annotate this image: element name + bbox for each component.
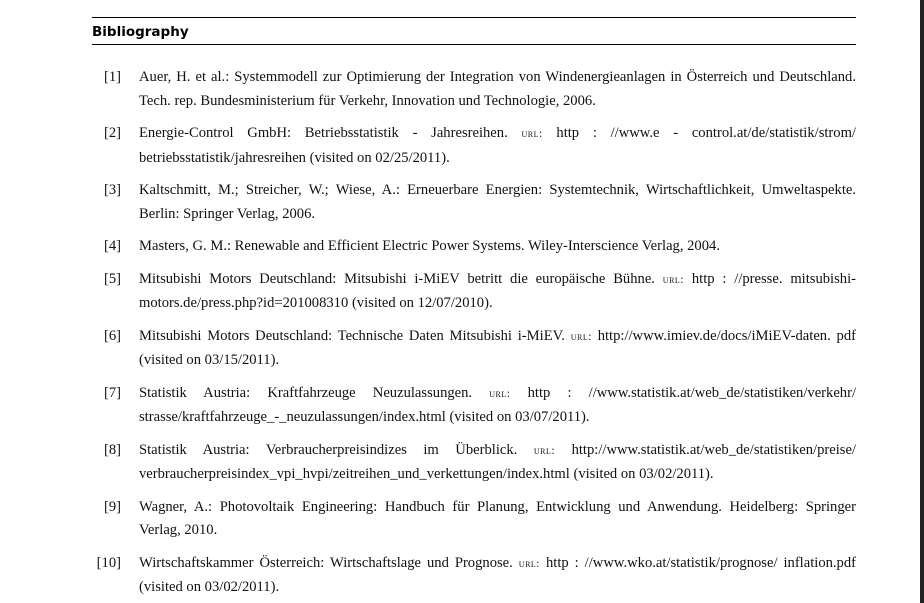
bib-entry-number: [10] — [96, 554, 121, 571]
bib-entry-url[interactable]: http://www.statistik.at/web_de/statistiken/preise/ verbraucherpreisindex_vpi_hvpi/zeitreihen_und_verkettungen/index.html — [139, 441, 856, 482]
url-label: url: — [518, 557, 540, 570]
bib-entry-text: Statistik Austria: Kraftfahrzeuge Neuzulassungen. — [139, 384, 473, 401]
bib-entry-text: Statistik Austria: Verbraucherpreisindizes im Überblick. — [139, 441, 518, 458]
bib-entry-text: Wagner, A.: Photovoltaik Engineering: Handbuch für Planung, Entwicklung und Anwendung. Heidelberg: Springer Verlag, 2010. — [139, 498, 856, 538]
bib-entry-number: [3] — [103, 182, 121, 198]
bib-entry — [92, 268, 856, 316]
bib-entry-url[interactable]: http : //www.e - control.at/de/statistik/strom/ betriebsstatistik/jahresreihen — [139, 125, 856, 166]
bib-entry-number: [2] — [103, 125, 121, 141]
bib-entry-number: [5] — [103, 270, 121, 287]
bib-entry-number: [4] — [103, 238, 121, 254]
bib-entry-text: Masters, G. M.: Renewable and Efficient Electric Power Systems. Wiley-Interscience Verlag, 2004. — [139, 238, 720, 254]
bib-entry-visited: (visited on 12/07/2010). — [351, 295, 493, 311]
bib-entry-text: Wirtschaftskammer Österreich: Wirtschaftslage und Prognose. — [139, 554, 513, 571]
bib-entry — [92, 235, 856, 259]
bib-entry-text: Auer, H. et al.: Systemmodell zur Optimierung der Integration von Windenergieanlagen in Österreich und Deutschland. Tech. rep. Bundesministerium für Verkehr, Innovation und Technologie, 2006. — [139, 69, 856, 109]
bib-entry — [92, 66, 856, 113]
bib-entry-number: [7] — [103, 384, 121, 401]
url-label: url: — [662, 273, 684, 286]
url-label: url: — [489, 387, 511, 400]
bib-entry-url[interactable]: http : //presse. mitsubishi-motors.de/press.php?id=201008310 — [139, 270, 856, 311]
bib-entry-text: Mitsubishi Motors Deutschland: Technische Daten Mitsubishi i-MiEV. — [139, 327, 565, 344]
bib-entry-number: [6] — [103, 327, 121, 344]
bib-entry-text: Kaltschmitt, M.; Streicher, W.; Wiese, A.: Erneuerbare Energien: Systemtechnik, Wirtschaftlichkeit, Umweltaspekte. Berlin: Springer Verlag, 2006. — [139, 182, 856, 222]
bib-entry-text: Energie-Control GmbH: Betriebsstatistik - Jahresreihen. — [139, 125, 508, 141]
bib-entry-url[interactable]: http : //www.statistik.at/web_de/statistiken/verkehr/ strasse/kraftfahrzeuge_-_neuzulassungen/index.html — [139, 384, 857, 425]
bib-entry — [92, 382, 856, 430]
bib-entry-visited: (visited on 03/02/2011). — [139, 579, 280, 595]
url-label: url: — [521, 128, 543, 140]
viewer-edge — [920, 0, 924, 603]
bib-entry-visited: (visited on 03/15/2011). — [139, 352, 280, 368]
bibliography-list — [92, 66, 856, 603]
url-label: url: — [533, 444, 556, 457]
bib-entry-url[interactable]: http : //www.wko.at/statistik/prognose/ inflation.pdf — [545, 554, 857, 571]
header-rule-top — [92, 17, 856, 18]
bib-entry — [92, 122, 856, 170]
bib-entry-number: [1] — [103, 69, 121, 85]
url-label: url: — [570, 330, 592, 343]
bib-entry — [92, 496, 856, 543]
header-rule-bottom — [92, 44, 856, 45]
bib-entry-number: [8] — [103, 441, 121, 458]
bib-entry-number: [9] — [103, 498, 121, 515]
bib-entry-visited: (visited on 03/07/2011). — [449, 409, 590, 425]
bib-entry — [92, 439, 856, 487]
page-header-title: Bibliography — [92, 24, 189, 40]
bib-entry — [92, 552, 856, 600]
bib-entry-visited: (visited on 03/02/2011). — [573, 466, 714, 482]
bib-entry — [92, 325, 856, 373]
bib-entry — [92, 179, 856, 226]
bib-entry-text: Mitsubishi Motors Deutschland: Mitsubishi i-MiEV betritt die europäische Bühne. — [139, 270, 655, 287]
bib-entry-visited: (visited on 02/25/2011). — [309, 149, 450, 166]
bib-entry-url[interactable]: http://www.imiev.de/docs/iMiEV-daten. pdf — [597, 327, 856, 344]
